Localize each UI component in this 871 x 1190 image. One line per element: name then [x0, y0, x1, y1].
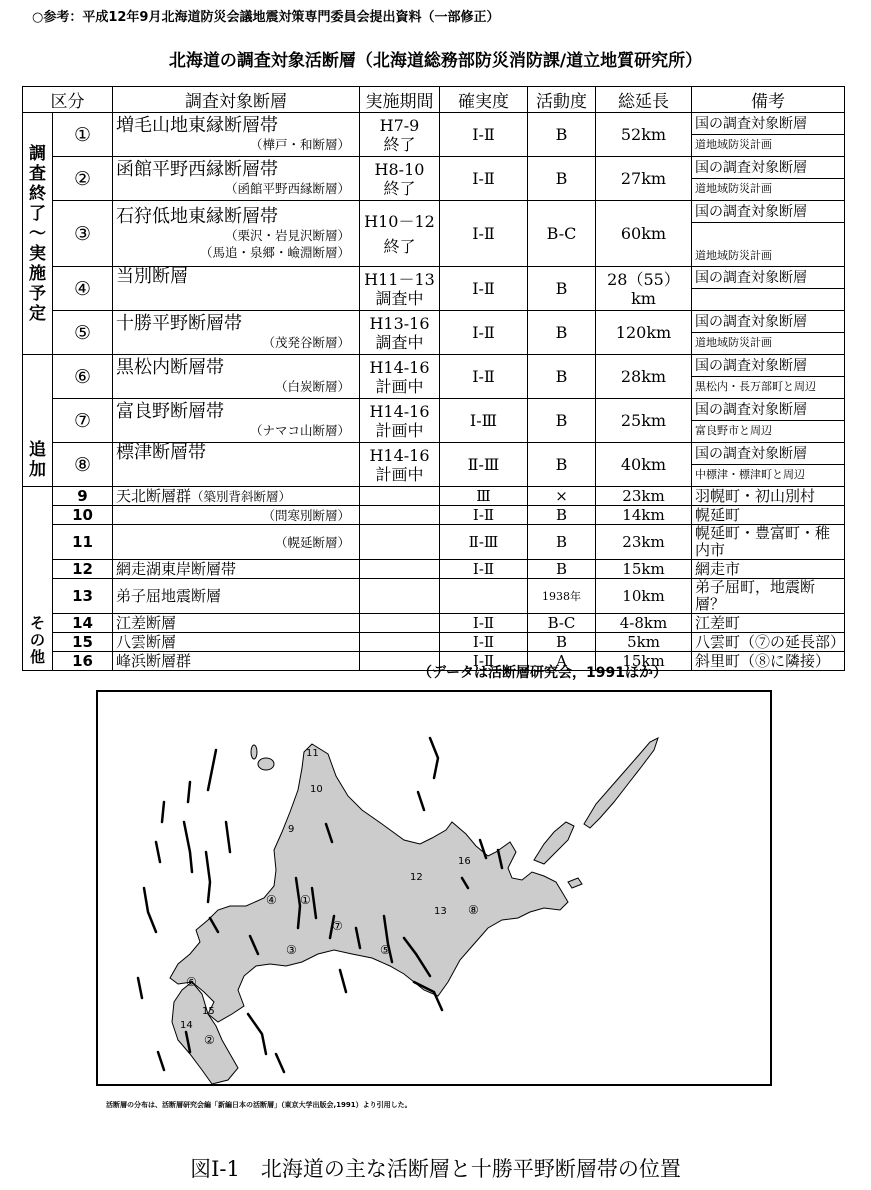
figure-caption: 図Ⅰ-1 北海道の主な活断層と十勝平野断層帯の位置: [190, 1157, 681, 1181]
map-credit: 活断層の分布は、活断層研究会編「新編日本の活断層」（東京大学出版会,1991）より引用した。: [106, 1101, 412, 1109]
length: 23km: [596, 525, 692, 560]
remarks: 国の調査対象断層 道地域防災計画: [692, 113, 845, 157]
group-label-added: 追 加: [23, 355, 53, 487]
table-row: [23, 633, 845, 652]
kunashiri-island: [534, 822, 574, 864]
certainty: Ⅱ-Ⅲ: [440, 443, 528, 487]
fault-name: 峰浜断層群: [113, 652, 360, 671]
fault-name: 十勝平野断層帯 （茂発谷断層）: [113, 311, 360, 355]
remarks: 八雲町（⑦の延長部）: [692, 633, 845, 652]
remarks: 幌延町: [692, 506, 845, 525]
map-label: ②: [204, 1033, 215, 1047]
table-row: [23, 525, 845, 560]
certainty: Ⅰ-Ⅱ: [440, 560, 528, 579]
length: 40km: [596, 443, 692, 487]
length: 28km: [596, 355, 692, 399]
certainty: Ⅰ-Ⅱ: [440, 652, 528, 671]
fault-number: ②: [53, 157, 113, 201]
table-title: 北海道の調査対象活断層（北海道総務部防災消防課/道立地質研究所）: [168, 51, 703, 71]
remarks: 国の調査対象断層: [692, 267, 845, 311]
fault-name: 富良野断層帯 （ナマコ山断層）: [113, 399, 360, 443]
remarks: 幌延町・豊富町・稚内市: [692, 525, 845, 560]
certainty: Ⅰ-Ⅱ: [440, 614, 528, 633]
length: 120km: [596, 311, 692, 355]
table-row: [23, 399, 845, 443]
length: 5km: [596, 633, 692, 652]
table-row: [23, 355, 845, 399]
fault-number: 9: [53, 487, 113, 506]
remarks: 国の調査対象断層 中標津・標津町と周辺: [692, 443, 845, 487]
activity: B: [528, 311, 596, 355]
certainty: Ⅲ: [440, 487, 528, 506]
period: H14-16 計画中: [360, 355, 440, 399]
period: H14-16 計画中: [360, 443, 440, 487]
table-row: [23, 560, 845, 579]
table-row: [23, 506, 845, 525]
fault-number: ⑧: [53, 443, 113, 487]
period: H14-16 計画中: [360, 399, 440, 443]
header-group: 区分: [23, 87, 113, 113]
certainty: Ⅰ-Ⅱ: [440, 355, 528, 399]
header-activity: 活動度: [528, 87, 596, 113]
fault-name: （幌延断層）: [113, 525, 360, 560]
remarks: 国の調査対象断層 道地域防災計画: [692, 201, 845, 267]
remarks: 国の調査対象断層 道地域防災計画: [692, 311, 845, 355]
map-label: 11: [306, 748, 319, 759]
remarks: 国の調査対象断層 道地域防災計画: [692, 157, 845, 201]
fault-number: ⑤: [53, 311, 113, 355]
length: 60km: [596, 201, 692, 267]
table-header-row: [23, 87, 845, 113]
period: H11－13 調査中: [360, 267, 440, 311]
period: [360, 525, 440, 560]
length: 15km: [596, 652, 692, 671]
hokkaido-map: [98, 692, 770, 1084]
table-row: [23, 443, 845, 487]
group-label-others: そ の 他: [23, 487, 53, 671]
map-label: 10: [310, 784, 323, 795]
reference-note: ○参考：平成12年9月北海道防災会議地震対策専門委員会提出資料（一部修正）: [32, 10, 500, 25]
fault-number: ③: [53, 201, 113, 267]
certainty: Ⅰ-Ⅱ: [440, 157, 528, 201]
group-label-surveyed: 調 査 終 了 〜 実 施 予 定: [23, 113, 53, 355]
fault-number: ①: [53, 113, 113, 157]
length: 28（55） km: [596, 267, 692, 311]
activity: B: [528, 633, 596, 652]
certainty: Ⅰ-Ⅱ: [440, 506, 528, 525]
activity: 1938年: [528, 579, 596, 614]
fault-name: 江差断層: [113, 614, 360, 633]
period: H13-16 調査中: [360, 311, 440, 355]
fault-name: 網走湖東岸断層帯: [113, 560, 360, 579]
map-label: ③: [286, 943, 297, 957]
header-name: 調査対象断層: [113, 87, 360, 113]
fault-number: 11: [53, 525, 113, 560]
period: [360, 560, 440, 579]
fault-name: 天北断層群（築別背斜断層）: [113, 487, 360, 506]
length: 10km: [596, 579, 692, 614]
certainty: [440, 579, 528, 614]
fault-name: 増毛山地東縁断層帯 （樺戸・和断層）: [113, 113, 360, 157]
activity: B: [528, 443, 596, 487]
map-label: ⑧: [468, 903, 479, 917]
length: 4-8km: [596, 614, 692, 633]
length: 15km: [596, 560, 692, 579]
fault-name: 弟子屈地震断層: [113, 579, 360, 614]
period: [360, 614, 440, 633]
fault-name: 函館平野西縁断層帯 （函館平野西縁断層）: [113, 157, 360, 201]
activity: B: [528, 399, 596, 443]
fault-name: 石狩低地東縁断層帯 （栗沢・岩見沢断層） （馬追・泉郷・嶮淵断層）: [113, 201, 360, 267]
map-label: ①: [300, 893, 311, 907]
length: 14km: [596, 506, 692, 525]
table-row: [23, 113, 845, 157]
activity: B: [528, 113, 596, 157]
remarks: 弟子屈町，地震断層？: [692, 579, 845, 614]
remarks: 羽幌町・初山別村: [692, 487, 845, 506]
remarks: 斜里町（⑧に隣接）: [692, 652, 845, 671]
map-label: 12: [410, 872, 423, 883]
activity: B: [528, 267, 596, 311]
fault-number: ④: [53, 267, 113, 311]
activity: B: [528, 525, 596, 560]
fault-name: （問寒別断層）: [113, 506, 360, 525]
remarks: 江差町: [692, 614, 845, 633]
header-length: 総延長: [596, 87, 692, 113]
map-label: ⑤: [380, 943, 391, 957]
certainty: Ⅰ-Ⅱ: [440, 633, 528, 652]
length: 52km: [596, 113, 692, 157]
fault-name: 標津断層帯: [113, 443, 360, 487]
period: H8-10 終了: [360, 157, 440, 201]
certainty: Ⅰ-Ⅱ: [440, 311, 528, 355]
fault-number: ⑥: [53, 355, 113, 399]
remarks: 国の調査対象断層 黒松内・長万部町と周辺: [692, 355, 845, 399]
map-label: ④: [266, 893, 277, 907]
activity: B: [528, 157, 596, 201]
rebun-island: [251, 745, 257, 759]
fault-name: 八雲断層: [113, 633, 360, 652]
period: [360, 579, 440, 614]
fault-name: 黒松内断層帯 （白炭断層）: [113, 355, 360, 399]
activity: B-C: [528, 201, 596, 267]
activity: ×: [528, 487, 596, 506]
fault-number: ⑦: [53, 399, 113, 443]
period: H10－12 終了: [360, 201, 440, 267]
period: [360, 506, 440, 525]
table-row: [23, 311, 845, 355]
period: H7-9 終了: [360, 113, 440, 157]
remarks: 国の調査対象断層 富良野市と周辺: [692, 399, 845, 443]
fault-number: 10: [53, 506, 113, 525]
hokkaido-landmass: [170, 744, 568, 1022]
map-label: 9: [288, 824, 295, 835]
fault-number: 14: [53, 614, 113, 633]
fault-name: 当別断層: [113, 267, 360, 311]
map-label: ⑥: [186, 975, 197, 989]
length: 27km: [596, 157, 692, 201]
activity: B: [528, 355, 596, 399]
table-row: [23, 201, 845, 267]
table-row: [23, 157, 845, 201]
map-label: 15: [202, 1006, 215, 1017]
fault-map: [96, 690, 772, 1086]
activity: B: [528, 506, 596, 525]
certainty: Ⅰ-Ⅱ: [440, 201, 528, 267]
activity: B: [528, 560, 596, 579]
remarks: 網走市: [692, 560, 845, 579]
map-label: 14: [180, 1020, 193, 1031]
fault-table: [22, 86, 845, 671]
shikotan-island: [568, 878, 582, 888]
rishiri-island: [258, 758, 274, 770]
etorofu-island: [584, 738, 658, 828]
activity: A: [528, 652, 596, 671]
header-remarks: 備考: [692, 87, 845, 113]
period: [360, 487, 440, 506]
length: 23km: [596, 487, 692, 506]
length: 25km: [596, 399, 692, 443]
table-row: [23, 614, 845, 633]
map-label: 16: [458, 856, 471, 867]
table-row: [23, 267, 845, 311]
certainty: Ⅰ-Ⅱ: [440, 113, 528, 157]
fault-number: 13: [53, 579, 113, 614]
table-row: [23, 487, 845, 506]
table-row: [23, 579, 845, 614]
fault-number: 15: [53, 633, 113, 652]
period: [360, 633, 440, 652]
header-certainty: 確実度: [440, 87, 528, 113]
map-label: 13: [434, 906, 447, 917]
header-period: 実施期間: [360, 87, 440, 113]
data-source-note: （データは活断層研究会，1991ほか）: [418, 665, 667, 681]
fault-number: 16: [53, 652, 113, 671]
activity: B-C: [528, 614, 596, 633]
map-label: ⑦: [332, 919, 343, 933]
certainty: Ⅱ-Ⅲ: [440, 525, 528, 560]
certainty: Ⅰ-Ⅲ: [440, 399, 528, 443]
certainty: Ⅰ-Ⅱ: [440, 267, 528, 311]
fault-number: 12: [53, 560, 113, 579]
